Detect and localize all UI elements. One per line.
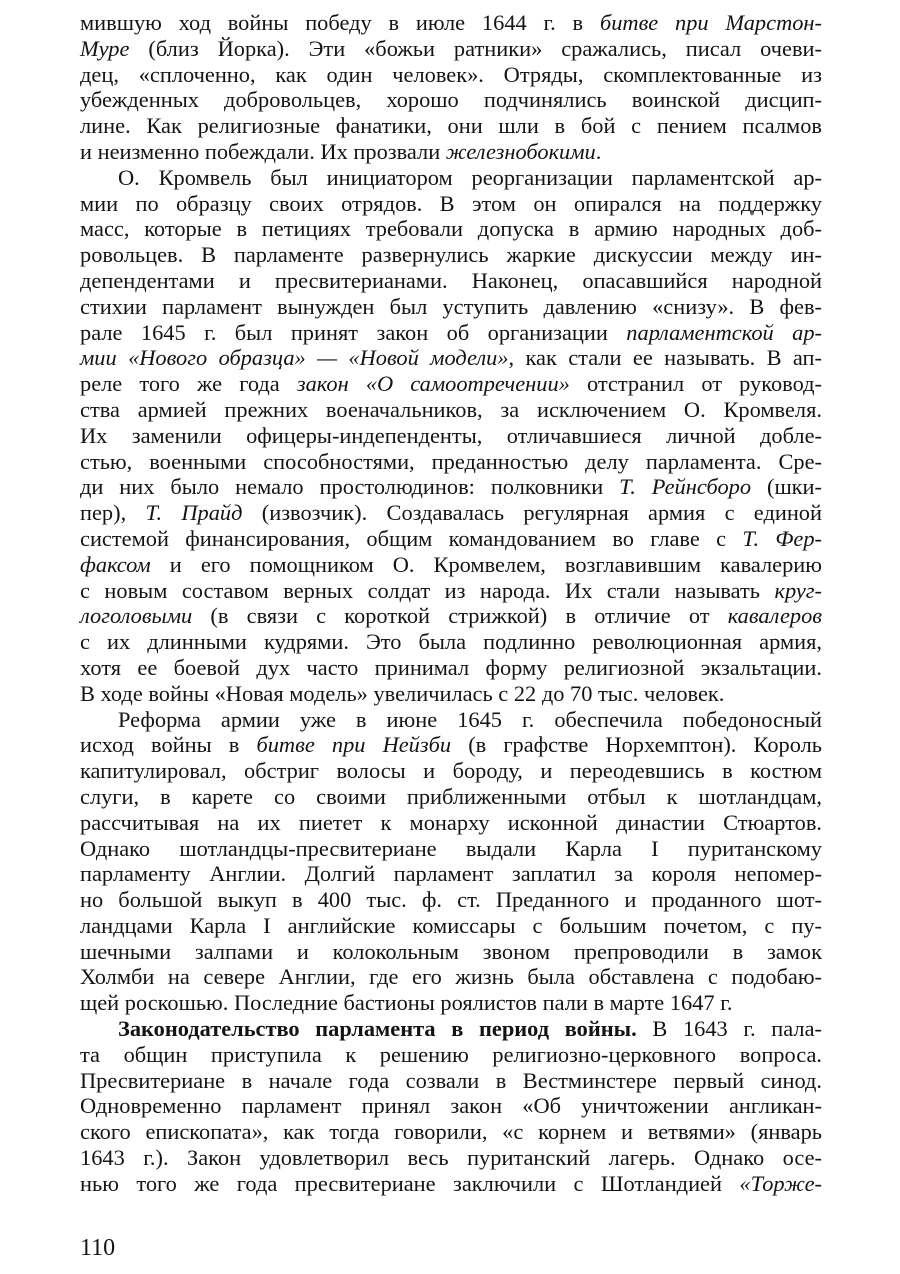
bold-run: Законодательство парламента в период войны. xyxy=(118,1016,637,1042)
text-line xyxy=(80,1016,822,1042)
text-line xyxy=(80,139,822,165)
paragraph xyxy=(80,707,822,1017)
text-run: Одновременно парламент принял закон «Об уничтожении англикан- xyxy=(80,1093,822,1119)
text-line xyxy=(80,191,822,217)
text-run: нью того же года пресвитериане заключили с Шотландией xyxy=(80,1170,740,1196)
text-run: мии по образцу своих отрядов. В этом он опирался на поддержку xyxy=(80,190,822,216)
text-run: хотя ее боевой дух часто принимал форму религиозной экзальтации. xyxy=(80,654,822,680)
text-line xyxy=(80,10,822,36)
italic-run: битве при Марстон- xyxy=(599,10,822,35)
text-line xyxy=(80,939,822,965)
page-body-text xyxy=(80,10,822,1197)
italic-run: логоловыми xyxy=(80,603,193,629)
italic-run: Т. Прайд xyxy=(145,500,243,526)
italic-run: факсом xyxy=(80,551,151,577)
text-line xyxy=(80,707,822,733)
text-line xyxy=(80,578,822,604)
text-run: В 1643 г. пала- xyxy=(636,1016,822,1042)
text-line xyxy=(80,165,822,191)
text-line xyxy=(80,62,822,88)
text-line xyxy=(80,655,822,681)
text-run: ровольцев. В парламенте развернулись жаркие дискуссии между ин- xyxy=(80,242,822,268)
text-run: мившую ход войны победу в июле 1644 г. в xyxy=(80,10,600,35)
text-line xyxy=(80,1068,822,1094)
text-run: шечными залпами и колокольным звоном препроводили в замок xyxy=(80,938,822,964)
text-line xyxy=(80,990,822,1016)
italic-run: кавалеров xyxy=(727,603,822,629)
text-run: реле того же года xyxy=(80,371,297,397)
text-line xyxy=(80,242,822,268)
text-line xyxy=(80,1171,822,1197)
text-run: ландцами Карла I английские комиссары с большим почетом, с пу- xyxy=(80,912,822,938)
text-line xyxy=(80,113,822,139)
paragraph xyxy=(80,10,822,165)
text-run: депендентами и пресвитерианами. Наконец, опасавшийся народной xyxy=(80,267,822,293)
text-line xyxy=(80,371,822,397)
text-run: (в связи с короткой стрижкой) в отличие от xyxy=(192,603,728,629)
text-run: дец, «сплоченно, как один человек». Отряды, скомплектованные из xyxy=(80,61,822,87)
text-run: пер), xyxy=(80,500,146,526)
page-number: 110 xyxy=(80,1235,116,1261)
text-line xyxy=(80,681,822,707)
text-line xyxy=(80,449,822,475)
text-line xyxy=(80,500,822,526)
text-line xyxy=(80,836,822,862)
text-run: Их заменили офицеры-индепенденты, отличавшиеся личной добле- xyxy=(80,422,822,448)
text-line xyxy=(80,216,822,242)
text-line xyxy=(80,732,822,758)
paragraph xyxy=(80,165,822,707)
text-run: исход войны в xyxy=(80,732,257,758)
text-line xyxy=(80,294,822,320)
text-run: (извозчик). Создавалась регулярная армия с единой xyxy=(242,500,822,526)
text-line xyxy=(80,552,822,578)
text-run: Однако шотландцы-пресвитериане выдали Карла I пуританскому xyxy=(80,835,822,861)
italic-run: закон «О самоотречении» xyxy=(296,371,570,397)
text-run: лине. Как религиозные фанатики, они шли в бой с пением псалмов xyxy=(80,113,822,139)
text-line xyxy=(80,887,822,913)
text-run: О. Кромвель был инициатором реорганизации парламентской ар- xyxy=(118,164,822,190)
text-line xyxy=(80,861,822,887)
text-run: В ходе войны «Новая модель» увеличилась с 22 до 70 тыс. человек. xyxy=(80,680,725,706)
text-line xyxy=(80,913,822,939)
italic-run: битве при Нейзби xyxy=(256,732,452,758)
text-run: убежденных добровольцев, хорошо подчинялись воинской дисцип- xyxy=(80,87,822,113)
text-run: рале 1645 г. был принят закон об организации xyxy=(80,319,627,345)
text-line xyxy=(80,1119,822,1145)
text-run: капитулировал, обстриг волосы и бороду, и переодевшись в костюм xyxy=(80,758,822,784)
text-run: (шки- xyxy=(751,474,822,500)
text-line xyxy=(80,784,822,810)
text-run: отстранил от руковод- xyxy=(569,371,822,397)
text-line xyxy=(80,526,822,552)
italic-run: круг- xyxy=(774,577,822,603)
text-line xyxy=(80,397,822,423)
text-line xyxy=(80,423,822,449)
paragraph xyxy=(80,1016,822,1197)
italic-run: «Торже- xyxy=(739,1170,822,1196)
text-run: (в графстве Норхемптон). Король xyxy=(451,732,823,758)
text-run: Пресвитериане в начале года созвали в Вестминстере первый синод. xyxy=(80,1067,822,1093)
text-line xyxy=(80,758,822,784)
text-line xyxy=(80,1042,822,1068)
text-run: стихии парламент вынужден был уступить давлению «снизу». В фев- xyxy=(80,293,822,319)
italic-run: Т. Фер- xyxy=(742,525,822,551)
text-line xyxy=(80,345,822,371)
text-run: ства армией прежних военачальников, за исключением О. Кромвеля. xyxy=(80,396,822,422)
text-run: слуги, в карете со своими приближенными отбыл к шотландцам, xyxy=(80,783,822,809)
text-line xyxy=(80,474,822,500)
text-run: щей роскошью. Последние бастионы роялистов пали в марте 1647 г. xyxy=(80,990,733,1016)
text-run: рассчитывая на их пиетет к монарху исконной династии Стюартов. xyxy=(80,809,822,835)
text-run: , как стали ее называть. В ап- xyxy=(508,345,822,371)
text-run: с их длинными кудрями. Это была подлинно революционная армия, xyxy=(80,629,822,655)
text-run: системой финансирования, общим командованием во главе с xyxy=(80,525,743,551)
text-run: и неизменно побеждали. Их прозвали xyxy=(80,138,446,164)
italic-run: мии «Нового образца» — «Новой модели» xyxy=(80,345,509,371)
text-run: но большой выкуп в 400 тыс. ф. ст. Преданного и проданного шот- xyxy=(80,887,822,913)
text-line xyxy=(80,629,822,655)
text-run: парламенту Англии. Долгий парламент заплатил за короля непомер- xyxy=(80,861,822,887)
italic-run: Т. Рейнсборо xyxy=(619,474,752,500)
text-run: 1643 г.). Закон удовлетворил весь пуританский лагерь. Однако осе- xyxy=(80,1145,822,1171)
italic-run: парламентской ар- xyxy=(626,319,822,345)
text-run: Холмби на севере Англии, где его жизнь была обставлена с подобаю- xyxy=(80,964,822,990)
text-run: стью, военными способностями, преданностью делу парламента. Сре- xyxy=(80,448,822,474)
text-line xyxy=(80,1145,822,1171)
text-line xyxy=(80,36,822,62)
text-line xyxy=(80,320,822,346)
text-run: Реформа армии уже в июне 1645 г. обеспечила победоносный xyxy=(118,706,822,732)
text-run: масс, которые в петициях требовали допуска в армию народных доб- xyxy=(80,216,822,242)
text-run: ского епископата», как тогда говорили, «с корнем и ветвями» (январь xyxy=(80,1119,822,1145)
text-line xyxy=(80,810,822,836)
italic-run: железнобокими xyxy=(445,138,596,164)
text-line xyxy=(80,603,822,629)
text-line xyxy=(80,268,822,294)
text-run: (близ Йорка). Эти «божьи ратники» сражались, писал очеви- xyxy=(129,35,822,61)
text-run: и его помощником О. Кромвелем, возглавившим кавалерию xyxy=(150,551,822,577)
text-run: та общин приступила к решению религиозно-церковного вопроса. xyxy=(80,1041,822,1067)
text-run: с новым составом верных солдат из народа. Их стали называть xyxy=(80,577,775,603)
italic-run: Муре xyxy=(80,35,130,61)
text-line xyxy=(80,87,822,113)
text-line xyxy=(80,964,822,990)
text-line xyxy=(80,1093,822,1119)
text-run: . xyxy=(595,138,602,164)
text-run: ди них было немало простолюдинов: полковники xyxy=(80,474,620,500)
